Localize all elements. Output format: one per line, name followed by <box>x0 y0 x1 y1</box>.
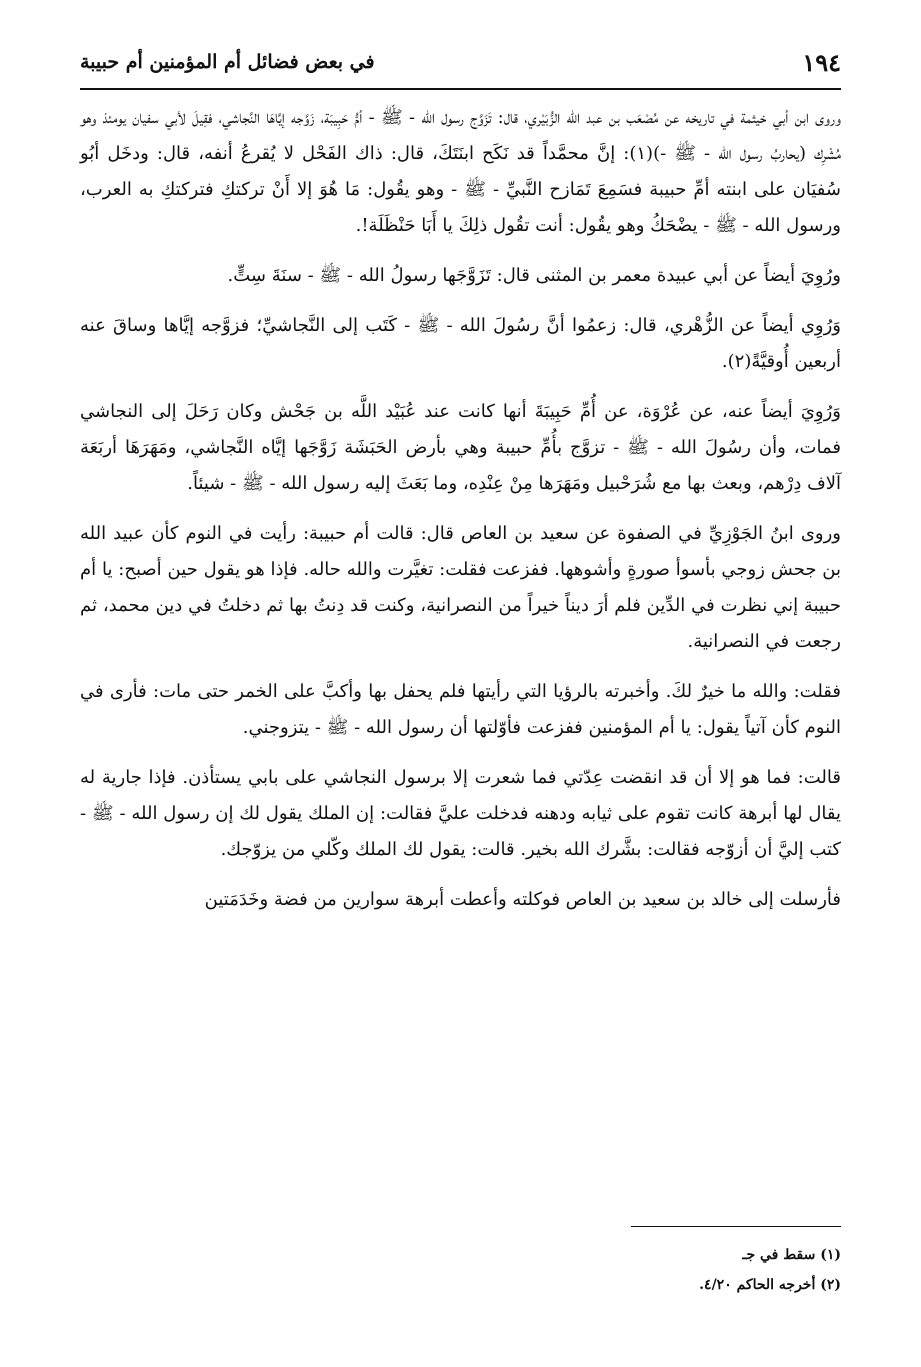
paragraph: وروى ابن أبي خيثمة في تاريخه عن مُصْعَب بن عبد الله الزُّبَيْري، قال: تَزَوَّج رسول الله - ﷺ - أمُّ حَبِيبَة، زَوَّجه إيَّاهَا النَّجاشي، فقِيلَ لأبي سفيان يومئذ وهو مُشْرِك (يحاربُ رسول الله - ﷺ -)(١): إنَّ محمَّداً قد نَكَح ابنَتَكَ، قال: ذاك الفَحْل لا يُقرعُ أنفه، قال: ودخَل أبُو سُفيَان على ابنته أمِّ حبيبة فسَمِعَ تَمَازح النَّبيِّ - ﷺ - وهو يقُول: مَا هُوَ إلا أَنْ تركتكِ فتركتكِ به العرب، ورسول الله - ﷺ - يضْحَكُ وهو يقُول: أنت تقُول ذلِكَ يا أَبَا حَنْظَلَة!. <box>80 107 841 236</box>
paragraph: وَرُوِيَ أيضاً عنه، عن عُرْوَة، عن أُمِّ حَبِيبَةَ أنها كانت عند عُبَيْد اللَّه بن جَحْش وكان رَحَلَ إلى النجاشي فمات، وأن رسُولَ الله - ﷺ - تزوَّج بأُمِّ حبيبة وهي بأرض الحَبَشَة زَوَّجَها إيَّاه النَّجاشي، ومَهَرَهَا أربَعَة آلاف دِرْهم، وبعث بها مع شُرَحْبيل ومَهَرَها مِنْ عِنْدِه، وما بَعَثَ إليه رسول الله - ﷺ - شيئاً. <box>80 401 841 494</box>
paragraph: فقلت: والله ما خيرٌ لكَ. وأخبرته بالرؤيا التي رأيتها فلم يحفل بها وأكبَّ على الخمر حتى مات: فأرى في النوم كأن آتياً يقول: يا أم المؤمنين ففزعت فأوّلتها أن رسول الله - ﷺ - يتزوجني. <box>80 681 841 738</box>
paragraph: ورُوِيَ أيضاً عن أبي عبيدة معمر بن المثنى قال: تَزَوَّجَها رسولُ الله - ﷺ - سنَةَ سِتٍّ. <box>227 265 841 286</box>
running-title: في بعض فضائل أم المؤمنين أم حبيبة <box>80 51 375 73</box>
paragraph: قالت: فما هو إلا أن قد انقضت عِدّتي فما شعرت إلا برسول النجاشي على بابي يستأذن. فإذا جارية له يقال لها أبرهة كانت تقوم على ثيابه ودهنه فدخلت عليَّ فقالت: إن الملك يقول لك إن رسول الله - ﷺ - كتب إليَّ أن أزوّجه فقالت: بشَّرك الله بخير. قالت: يقول لك الملك وكّلي من يزوّجك. <box>80 767 841 860</box>
footnote-divider <box>631 1226 841 1227</box>
main-text <box>80 100 841 932</box>
footnote: (١) سقط في جـ <box>742 1247 841 1263</box>
paragraph: فأرسلت إلى خالد بن سعيد بن العاص فوكلته وأعطت أبرهة سوارين من فضة وخَدَمَتين <box>204 889 841 910</box>
paragraph: وَرُوِي أيضاً عن الزُّهْري، قال: زعمُوا أنَّ رسُولَ الله - ﷺ - كَتَب إلى النَّجاشيِّ؛ فزوَّجه إيَّاها وساقَ عنه أربعين أُوقيَّةً(٢). <box>80 315 841 372</box>
paragraph: وروى ابنُ الجَوْزِيِّ في الصفوة عن سعيد بن العاص قال: قالت أم حبيبة: رأيت في النوم كأن عبيد الله بن جحش زوجي بأسوأ صورةٍ وأشوهها. ففزعت فقلت: تغيَّرت والله حاله. فإذا هو يقول حين أصبح: يا أم حبيبة إني نظرت في الدِّين فلم أرَ ديناً خيراً من النصرانية، وكنت قد دِنتُ بها ثم دخلتُ في دين محمد، ثم رجعت في النصرانية. <box>80 523 841 652</box>
footnote: (٢) أخرجه الحاكم ٤/٢٠. <box>699 1277 841 1293</box>
header-divider <box>80 88 841 90</box>
footnotes <box>80 1240 841 1300</box>
page-header <box>80 42 841 82</box>
page-number: ١٩٤ <box>802 47 841 77</box>
